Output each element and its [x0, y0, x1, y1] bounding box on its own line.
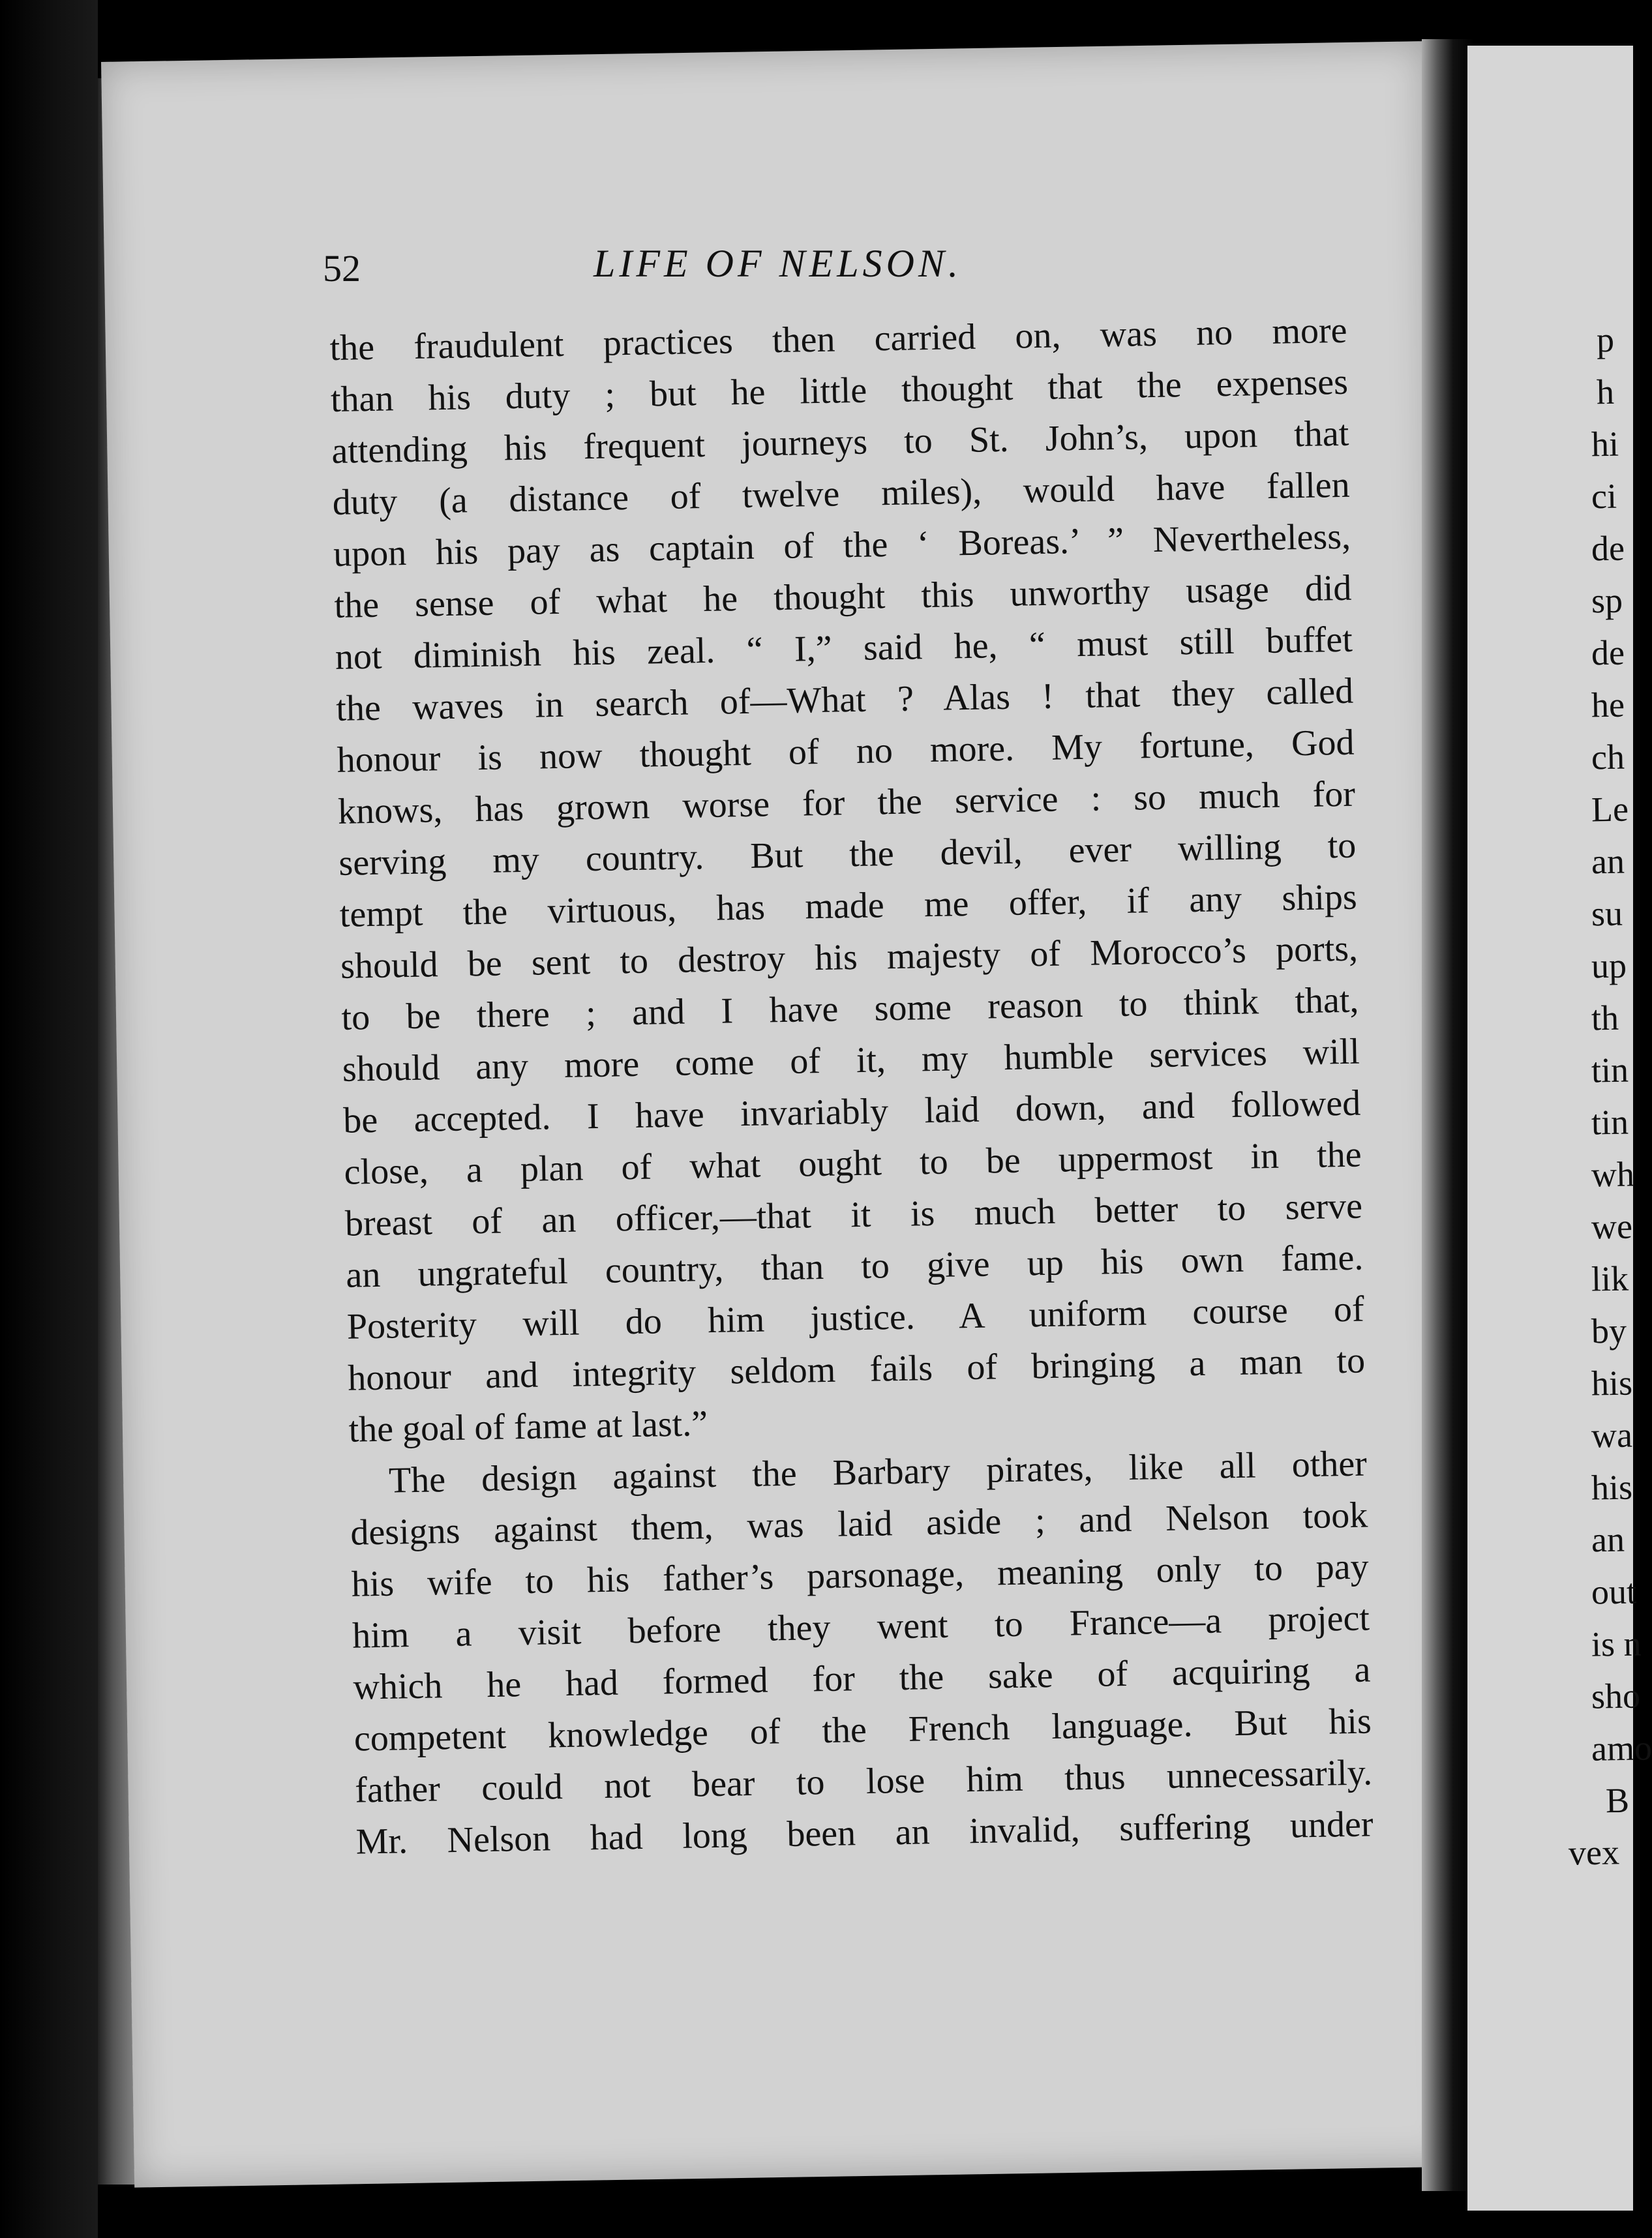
text-line: to be there ; and I have some reason to think that, [341, 979, 1359, 1038]
text-line: duty (a distance of twelve miles), would have fallen [332, 464, 1351, 523]
text-line: should any more come of it, my humble services will [342, 1031, 1360, 1090]
text-line: the fraudulent practices then carried on, was no more [329, 310, 1347, 368]
facing-page-fragment: ci [1591, 476, 1617, 516]
facing-page-fragment: de [1591, 528, 1625, 569]
facing-page-fragment: Le [1591, 789, 1629, 829]
facing-page-fragment: is n [1591, 1624, 1642, 1664]
book-gutter [1422, 39, 1474, 2191]
text-line: an ungrateful country, than to give up his own fame. [345, 1237, 1364, 1296]
facing-page-fragment: de [1591, 633, 1625, 673]
text-line: father could not bear to lose him thus unnecessarily. [354, 1752, 1373, 1811]
text-line: than his duty ; but he little thought that the expenses [330, 361, 1349, 420]
facing-page-fragment: amo [1591, 1728, 1652, 1768]
facing-page-fragment: sp [1591, 580, 1623, 621]
facing-page-fragment: we [1591, 1206, 1633, 1247]
text-line: Posterity will do him justice. A uniform course of [346, 1289, 1365, 1347]
text-line: attending his frequent journeys to St. John’s, upon that [331, 413, 1349, 471]
facing-page-fragment: B [1605, 1780, 1630, 1821]
text-line: breast of an officer,—that it is much better to serve [344, 1186, 1363, 1244]
facing-page-fragment: p [1596, 320, 1615, 360]
facing-page-fragment: su [1591, 893, 1623, 934]
text-line: designs against them, was laid aside ; and Nelson took [350, 1495, 1368, 1553]
facing-page-fragment: h [1596, 372, 1615, 412]
text-line: knows, has grown worse for the service : so much for [337, 773, 1356, 832]
text-line: be accepted. I have invariably laid down, and followed [342, 1082, 1361, 1141]
text-line: his wife to his father’s parsonage, meaning only to pay [351, 1546, 1370, 1605]
facing-page-fragment: tin [1591, 1102, 1629, 1142]
facing-page-fragment: out [1591, 1572, 1637, 1612]
text-line: the waves in search of—What ? Alas ! that they called [335, 670, 1354, 729]
text-line: competent knowledge of the French language. But his [353, 1701, 1372, 1759]
facing-page-fragment: he [1591, 685, 1625, 725]
text-line: honour and integrity seldom fails of bringing a man to [347, 1340, 1366, 1399]
facing-page-fragment: by [1591, 1311, 1627, 1351]
text-line: The design against the Barbary pirates, like all other [388, 1443, 1368, 1501]
text-line: the goal of fame at last.” [348, 1403, 708, 1450]
page-number: 52 [323, 247, 361, 290]
facing-page-fragment: wa [1591, 1415, 1633, 1455]
facing-page-fragment: ch [1591, 737, 1625, 777]
facing-page-fragment: tin [1591, 1050, 1629, 1090]
facing-page-fragment: an [1591, 841, 1625, 882]
facing-page-fragment: wh [1591, 1154, 1635, 1195]
running-head: LIFE OF NELSON. [593, 242, 963, 285]
facing-page-fragment: lik [1591, 1259, 1629, 1299]
facing-page-fragment: his [1591, 1363, 1633, 1403]
body-text [329, 305, 1374, 1868]
facing-page-fragment: vex [1568, 1832, 1620, 1873]
text-line: the sense of what he thought this unworthy usage did [334, 567, 1352, 626]
facing-page-fragment: his [1591, 1467, 1633, 1508]
text-line: him a visit before they went to France—a project [352, 1598, 1370, 1656]
text-line: Mr. Nelson had long been an invalid, suffering under [355, 1804, 1374, 1862]
text-line: honour is now thought of no more. My fortune, God [337, 722, 1355, 781]
facing-page-fragment: up [1591, 946, 1627, 986]
text-line: should be sent to destroy his majesty of Morocco’s ports, [340, 928, 1359, 987]
facing-page-fragment: an [1591, 1519, 1625, 1560]
text-line: serving my country. But the devil, ever willing to [338, 825, 1357, 884]
text-line: close, a plan of what ought to be uppermost in the [344, 1134, 1362, 1193]
text-line: tempt the virtuous, has made me offer, if any ships [339, 876, 1358, 935]
facing-page-fragment: sho [1591, 1676, 1641, 1716]
facing-page-fragment: hi [1591, 424, 1619, 464]
book-cover-edge [0, 0, 98, 2238]
text-line: upon his pay as captain of the ‘ Boreas.’ ” Nevertheless, [333, 516, 1351, 574]
facing-page-fragment: th [1591, 998, 1619, 1038]
text-line: not diminish his zeal. “ I,” said he, “ must still buffet [335, 619, 1353, 678]
text-line: which he had formed for the sake of acquiring a [352, 1649, 1371, 1708]
